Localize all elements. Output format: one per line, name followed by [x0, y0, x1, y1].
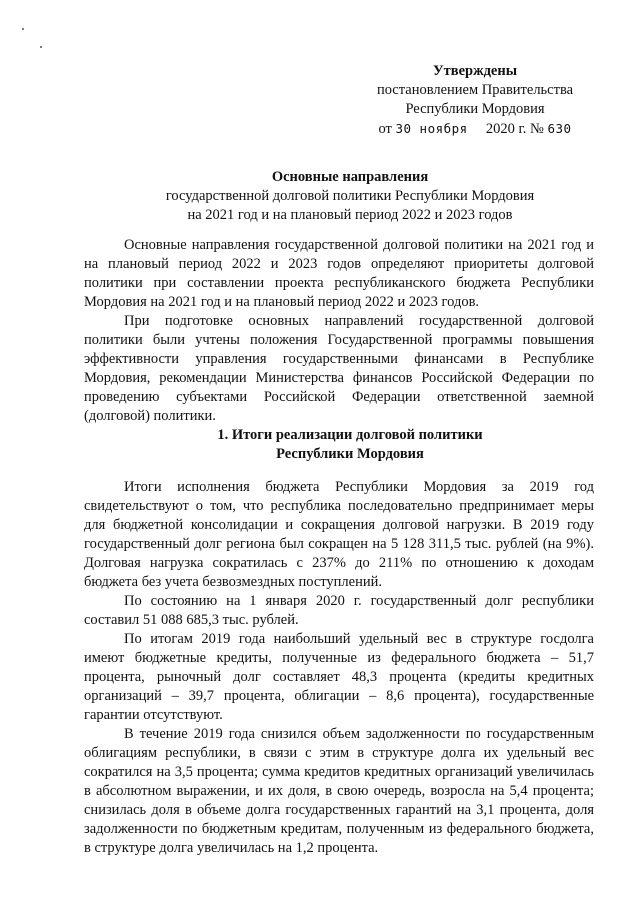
- approval-line-1: постановлением Правительства: [376, 82, 574, 98]
- section-1-title-line-1: 1. Итоги реализации долговой политики: [217, 427, 483, 443]
- section-1-body: [84, 478, 594, 858]
- document-title: [100, 168, 600, 225]
- intro-paragraph-1: Основные направления государственной долговой политики на 2021 год и на плановый период 2022 и 2023 годов определяют приоритеты долговой политики при составлении проекта республиканского бюджета Республики Мордовия на 2021 год и на плановый период 2022 и 2023 годов.: [84, 237, 594, 310]
- document-subtitle-1: государственной долговой политики Республики Мордовия: [165, 188, 535, 204]
- scan-dot: [40, 46, 42, 48]
- approval-title: Утверждены: [432, 63, 518, 79]
- approval-date-line: [360, 119, 590, 139]
- section-1-paragraph-3: По итогам 2019 года наибольший удельный вес в структуре госдолга имеют бюджетные кредиты, полученные из федерального бюджета – 51,7 процента, рыночный долг составляет 48,3 процента (кредиты кредитных организаций – 39,7 процента, облигации – 8,6 процента), государственные гарантии отсутствуют.: [84, 631, 594, 723]
- section-1-paragraph-2: По состоянию на 1 января 2020 г. государственный долг республики составил 51 088 685,3 тыс. рублей.: [84, 593, 594, 628]
- scan-dot: [22, 28, 24, 30]
- document-heading: Основные направления: [271, 169, 429, 185]
- section-1-paragraph-4: В течение 2019 года снизился объем задолженности по государственным облигациям республики, в связи с этим в структуре долга их удельный вес сократился на 3,5 процента; сумма кредитов кредитных организаций увеличилась в абсолютном выражении, и их доля, в свою очередь, возросла на 5,4 процента; снизилась доля в объеме долга государственных гарантий на 3,1 процента, доля задолженности по бюджетным кредитам, полученным из федерального бюджета, в структуре долга увеличилась на 1,2 процента.: [84, 726, 594, 856]
- section-1-title-line-2: Республики Мордовия: [276, 446, 424, 462]
- section-1-title: [150, 426, 550, 464]
- section-1-paragraph-1: Итоги исполнения бюджета Республики Мордовия за 2019 год свидетельствуют о том, что республика последовательно предпринимает меры для бюджетной консолидации и сокращения долговой нагрузки. В 2019 году государственный долг региона был сокращен на 5 128 311,5 тыс. рублей (на 9%). Долговая нагрузка сократилась с 237% до 211% по отношению к доходам бюджета без учета безвозмездных поступлений.: [84, 479, 594, 590]
- approval-date-prefix: от: [378, 121, 392, 137]
- approval-year: 2020 г. №: [485, 121, 544, 137]
- intro-section: [84, 236, 594, 426]
- approval-block: [360, 62, 590, 139]
- approval-number-handwritten: 630: [547, 121, 572, 136]
- approval-date-handwritten: 30 ноября: [395, 121, 468, 136]
- intro-paragraph-2: При подготовке основных направлений государственной долговой политики были учтены положения Государственной программы повышения эффективности управления государственными финансами в Республике Мордовия, рекомендации Министерства финансов Российской Федерации по проведению субъектами Российской Федерации ответственной заемной (долговой) политики.: [84, 313, 594, 424]
- approval-line-2: Республики Мордовия: [405, 101, 545, 117]
- document-subtitle-2: на 2021 год и на плановый период 2022 и 2023 годов: [187, 207, 513, 223]
